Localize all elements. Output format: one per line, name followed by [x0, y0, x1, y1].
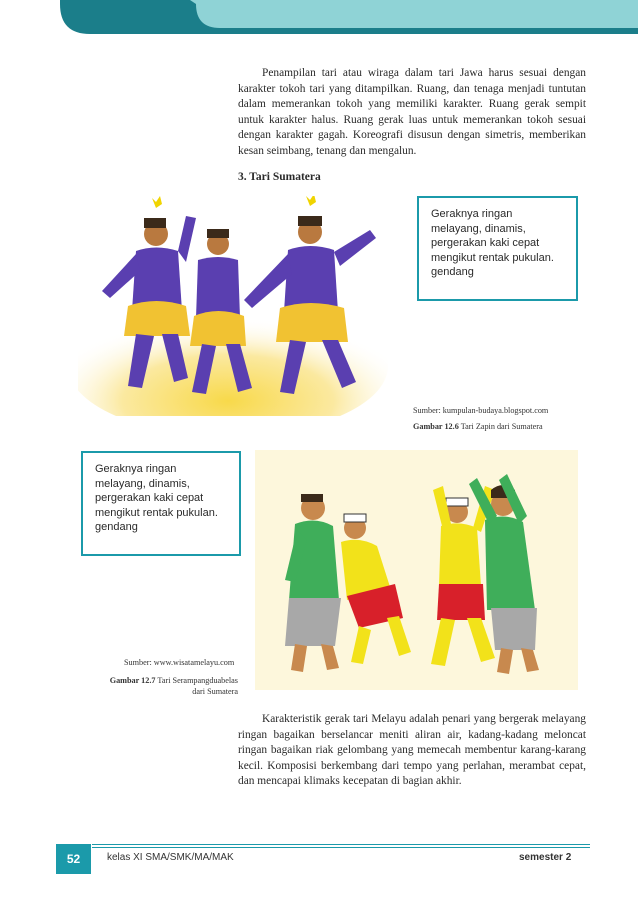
footer: [0, 838, 638, 878]
figure2-source: Sumber: www.wisatamelayu.com: [124, 658, 235, 667]
page-number-badge: [56, 844, 91, 874]
figure1-caption: [413, 422, 543, 431]
body-paragraph-2: Karakteristik gerak tari Melayu adalah penari yang bergerak melayang ringan bagaikan berselancar meniti aliran air, kadang-kadang meloncat ringan bagaikan riak gelombang yang memecah membentur karang-karang kecil. Komposisi berkembang dari tempo yang perlahan, merambat cepat, dan mencapai klimaks kecepatan di bagian akhir.: [238, 713, 586, 788]
serampang-dance-illustration: [255, 450, 578, 690]
figure2-caption-text: Tari Serampangduabelas dari Sumatera: [157, 676, 238, 696]
serampang-dancers-image: [255, 450, 578, 690]
page-number: 52: [66, 852, 81, 866]
callout-text-1: Geraknya ringan melayang, dinamis, pergerakan kaki cepat mengikut rentak pukulan. gendang: [431, 208, 554, 279]
figure1-source: Sumber: kumpulan-budaya.blogspot.com: [413, 406, 549, 415]
footer-rule: [92, 844, 590, 845]
figure2-caption-label: Gambar 12.7: [109, 676, 156, 685]
figure2-caption: [100, 675, 238, 697]
callout-box-1: [417, 196, 578, 301]
section-heading: 3. Tari Sumatera: [238, 171, 321, 183]
body-paragraph-1: Penampilan tari atau wiraga dalam tari Jawa harus sesuai dengan karakter tokoh tari yang ditampilkan. Ruang, dan tenaga menjadi tuntutan dalam memerankan tokoh yang memiliki karakter. Ruang gerak sempit untuk karakter halus. Ruang gerak luas untuk memerankan tokoh sesuai dengan karakter gagah. Koreografi disusun dengan simetris, memberikan kesan seimbang, tenang dan mengalun.: [238, 67, 586, 157]
header-shape: [0, 0, 638, 34]
zapin-dance-illustration: [78, 196, 400, 416]
footer-rule-lower: [92, 847, 590, 848]
footer-left-text: kelas XI SMA/SMK/MA/MAK: [107, 852, 234, 863]
callout-text-2: Geraknya ringan melayang, dinamis, pergerakan kaki cepat mengikut rentak pukulan. gendang: [95, 463, 218, 534]
figure1-caption-label: Gambar 12.6: [413, 422, 459, 431]
header-band: [0, 0, 638, 34]
callout-box-2: [81, 451, 241, 556]
footer-right-text: semester 2: [519, 852, 572, 863]
figure1-caption-text: Tari Zapin dari Sumatera: [460, 422, 543, 431]
zapin-dancers-image: [78, 196, 400, 416]
